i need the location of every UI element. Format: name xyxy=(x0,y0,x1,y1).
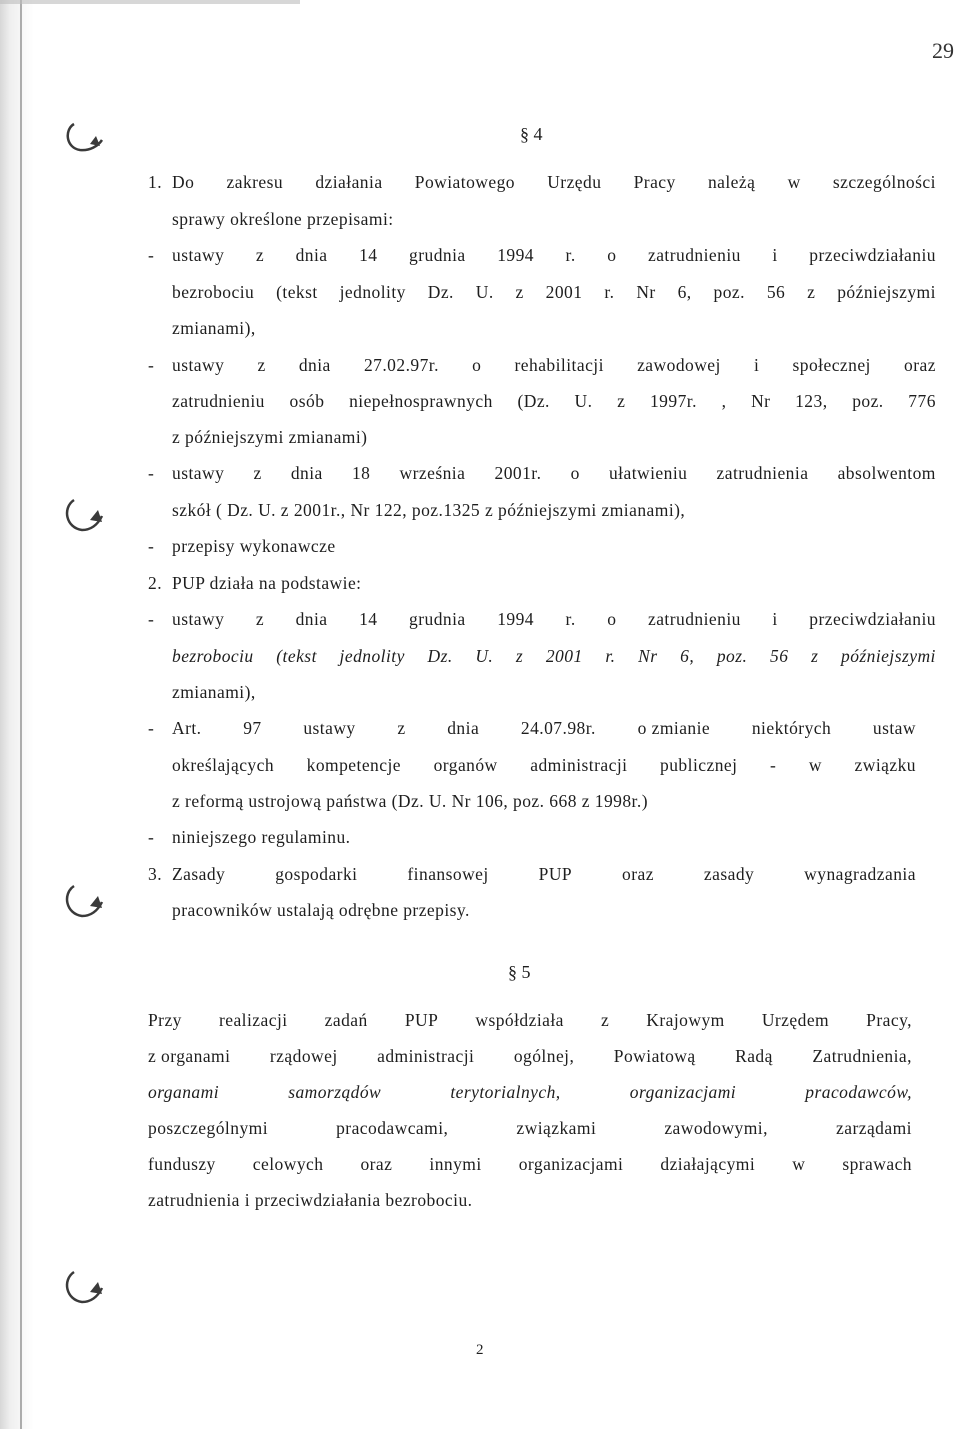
word: finansowej xyxy=(407,864,489,884)
list-dash: - xyxy=(148,355,155,375)
word: (tekst xyxy=(276,282,318,302)
word: związkami xyxy=(516,1118,597,1138)
word: 56 xyxy=(770,646,789,666)
word: zatrudnieniu xyxy=(647,245,741,265)
punch-hole-mark-icon xyxy=(60,882,108,922)
list-item-line xyxy=(172,355,936,376)
word: 776 xyxy=(908,391,936,411)
word: zasady xyxy=(703,864,755,884)
word: działającymi xyxy=(660,1154,756,1174)
word: zawodowymi, xyxy=(664,1118,768,1138)
word: bezrobociu xyxy=(172,282,255,302)
word: ustawy xyxy=(172,355,225,375)
word: społecznej xyxy=(792,355,871,375)
paragraph-line xyxy=(148,1010,912,1031)
paragraph-line: zatrudnienia i przeciwdziałania bezrobociu. xyxy=(148,1190,473,1210)
word: dnia xyxy=(298,355,331,375)
word: niepełnosprawnych xyxy=(349,391,493,411)
word: ogólnej, xyxy=(513,1046,575,1066)
word: z xyxy=(397,718,406,738)
word: zakresu xyxy=(226,172,284,192)
word: ustawy xyxy=(303,718,356,738)
word: z organami xyxy=(148,1046,231,1066)
word: 97 xyxy=(243,718,262,738)
word: z xyxy=(811,646,819,666)
word: osób xyxy=(289,391,325,411)
word: organami xyxy=(148,1082,220,1102)
word: ustawy xyxy=(172,245,225,265)
word: oraz xyxy=(360,1154,393,1174)
list-dash: - xyxy=(148,718,155,738)
word: wynagradzania xyxy=(804,864,916,884)
word: - xyxy=(770,755,777,775)
word: Nr xyxy=(638,646,658,666)
word: r. xyxy=(565,245,576,265)
list-item-line xyxy=(172,646,936,667)
word: administracji xyxy=(377,1046,475,1066)
word: grudnia xyxy=(409,245,466,265)
word: związku xyxy=(854,755,916,775)
word: Zatrudnienia, xyxy=(812,1046,912,1066)
list-item-line: z późniejszymi zmianami) xyxy=(172,427,368,447)
word: pracodawców, xyxy=(805,1082,912,1102)
word: 18 xyxy=(351,463,371,483)
word: jednolity xyxy=(339,646,405,666)
paragraph-number: 3. xyxy=(148,864,163,884)
word: organizacjami xyxy=(629,1082,737,1102)
word: zadań xyxy=(324,1010,368,1030)
word: oraz xyxy=(622,864,654,884)
list-item-line xyxy=(172,755,916,776)
word: administracji xyxy=(530,755,628,775)
word: późniejszymi xyxy=(837,282,936,302)
paragraph-number: 1. xyxy=(148,172,163,192)
word: 24.07.98r. xyxy=(520,718,596,738)
paragraph-line xyxy=(148,1118,912,1139)
word: Dz. xyxy=(427,646,453,666)
paragraph-line: PUP działa na podstawie: xyxy=(172,573,362,593)
scan-top-edge xyxy=(0,0,300,4)
paragraph-number: 2. xyxy=(148,573,163,593)
word: zatrudnienia xyxy=(716,463,809,483)
word: pracodawcami, xyxy=(336,1118,449,1138)
word: innymi xyxy=(429,1154,482,1174)
word: realizacji xyxy=(218,1010,288,1030)
word: zawodowej xyxy=(637,355,721,375)
word: dnia xyxy=(447,718,480,738)
word: kompetencje xyxy=(306,755,401,775)
list-dash: - xyxy=(148,536,155,556)
word: poszczególnymi xyxy=(148,1118,269,1138)
word: zatrudnieniu xyxy=(647,609,741,629)
list-item-line: zmianami), xyxy=(172,682,256,702)
word: PUP xyxy=(404,1010,439,1030)
word: Urzędu xyxy=(547,172,602,192)
word: dnia xyxy=(290,463,323,483)
word: 2001 xyxy=(545,646,583,666)
word: Powiatowego xyxy=(414,172,515,192)
word: współdziała xyxy=(475,1010,564,1030)
word: Art. xyxy=(172,718,202,738)
word: (tekst xyxy=(276,646,317,666)
word: bezrobociu xyxy=(172,646,254,666)
word: Nr xyxy=(636,282,656,302)
word: 1994 xyxy=(497,609,534,629)
word: o zmianie xyxy=(637,718,711,738)
word: poz. xyxy=(713,282,745,302)
word: w xyxy=(808,755,822,775)
word: 14 xyxy=(359,609,378,629)
word: funduszy xyxy=(148,1154,216,1174)
word: PUP xyxy=(538,864,573,884)
word: celowych xyxy=(252,1154,324,1174)
word: poz. xyxy=(716,646,748,666)
word: w xyxy=(787,172,801,192)
word: o xyxy=(607,609,617,629)
paragraph-line xyxy=(148,1046,912,1067)
word: 2001r. xyxy=(494,463,542,483)
word: z xyxy=(600,1010,610,1030)
binding-line xyxy=(20,0,22,1429)
list-item-line: zmianami), xyxy=(172,318,256,338)
word: ustawy xyxy=(172,609,225,629)
word: 56 xyxy=(766,282,786,302)
word: ustawy xyxy=(172,463,225,483)
word: z xyxy=(253,463,262,483)
word: szczególności xyxy=(832,172,936,192)
word: Radą xyxy=(735,1046,773,1066)
section-4-heading: § 4 xyxy=(520,124,543,144)
list-item-line xyxy=(172,609,936,630)
word: z xyxy=(257,355,266,375)
word: z xyxy=(255,245,265,265)
list-dash: - xyxy=(148,463,155,483)
binding-edge xyxy=(0,0,34,1429)
word: określających xyxy=(172,755,275,775)
word: zatrudnieniu xyxy=(172,391,265,411)
word: ustaw xyxy=(872,718,916,738)
word: r. xyxy=(605,646,616,666)
folio-number: 29 xyxy=(932,38,954,63)
list-dash: - xyxy=(148,609,155,629)
list-item-line xyxy=(172,718,916,739)
word: 14 xyxy=(359,245,378,265)
word: 2001 xyxy=(545,282,583,302)
word: 1994 xyxy=(497,245,534,265)
word: z xyxy=(255,609,265,629)
word: U. xyxy=(475,282,494,302)
punch-hole-mark-icon xyxy=(60,496,108,536)
word: sprawach xyxy=(842,1154,912,1174)
word: absolwentom xyxy=(837,463,936,483)
word: dnia xyxy=(295,609,328,629)
word: 1997r. xyxy=(649,391,697,411)
word: Dz. xyxy=(427,282,454,302)
paragraph-line xyxy=(148,1154,912,1175)
word: Pracy xyxy=(633,172,676,192)
word: organizacjami xyxy=(518,1154,624,1174)
word: grudnia xyxy=(409,609,466,629)
word: Zasady xyxy=(172,864,226,884)
paragraph-line xyxy=(172,172,936,193)
word: Nr xyxy=(751,391,771,411)
word: ułatwieniu xyxy=(608,463,688,483)
word: w xyxy=(792,1154,806,1174)
word: (Dz. xyxy=(517,391,550,411)
word: 6, xyxy=(680,646,695,666)
word: terytorialnych, xyxy=(450,1082,561,1102)
list-item-line xyxy=(172,282,936,303)
word: gospodarki xyxy=(275,864,358,884)
paragraph-line xyxy=(172,864,916,885)
word: przeciwdziałaniu xyxy=(809,245,936,265)
section-5-heading: § 5 xyxy=(508,962,531,982)
word: o xyxy=(570,463,580,483)
word: zarządami xyxy=(836,1118,912,1138)
word: Pracy, xyxy=(866,1010,912,1030)
punch-hole-mark-icon xyxy=(60,1268,108,1308)
page-number: 2 xyxy=(476,1342,484,1358)
word: r. xyxy=(565,609,576,629)
word: Urzędem xyxy=(761,1010,830,1030)
list-dash: - xyxy=(148,827,155,847)
word: późniejszymi xyxy=(841,646,936,666)
list-item-line: niniejszego regulaminu. xyxy=(172,827,351,847)
word: września xyxy=(399,463,466,483)
word: poz. xyxy=(852,391,884,411)
word: publicznej xyxy=(660,755,738,775)
list-dash: - xyxy=(148,245,155,265)
word: 27.02.97r. xyxy=(363,355,439,375)
word: r. xyxy=(604,282,615,302)
word: Przy xyxy=(148,1010,182,1030)
list-item-line: z reformą ustrojową państwa (Dz. U. Nr 106, poz. 668 z 1998r.) xyxy=(172,791,648,811)
word: z xyxy=(515,282,524,302)
word: rządowej xyxy=(269,1046,338,1066)
punch-hole-mark-icon xyxy=(60,118,108,158)
word: dnia xyxy=(295,245,328,265)
word: z xyxy=(617,391,626,411)
word: o xyxy=(607,245,617,265)
word: rehabilitacji xyxy=(514,355,604,375)
word: U. xyxy=(475,646,494,666)
list-item-line: szkół ( Dz. U. z 2001r., Nr 122, poz.1325 z późniejszymi zmianami), xyxy=(172,500,686,520)
word: należą xyxy=(707,172,756,192)
paragraph-line: sprawy określone przepisami: xyxy=(172,209,394,229)
list-item-line xyxy=(172,391,936,412)
word: U. xyxy=(574,391,593,411)
word: i xyxy=(772,609,778,629)
word: Do xyxy=(172,172,195,192)
word: z xyxy=(515,646,524,666)
word: i xyxy=(772,245,778,265)
word: , xyxy=(721,391,727,411)
paragraph-line: pracowników ustalają odrębne przepisy. xyxy=(172,900,470,920)
word: przeciwdziałaniu xyxy=(809,609,936,629)
word: działania xyxy=(315,172,383,192)
word: Powiatową xyxy=(613,1046,696,1066)
list-item-line: przepisy wykonawcze xyxy=(172,536,336,556)
word: jednolity xyxy=(339,282,406,302)
word: i xyxy=(754,355,760,375)
word: o xyxy=(472,355,482,375)
word: 123, xyxy=(795,391,828,411)
word: 6, xyxy=(677,282,692,302)
word: Krajowym xyxy=(646,1010,725,1030)
word: niektórych xyxy=(751,718,832,738)
word: samorządów xyxy=(288,1082,382,1102)
word: organów xyxy=(433,755,498,775)
paragraph-line xyxy=(148,1082,912,1103)
list-item-line xyxy=(172,463,936,484)
word: oraz xyxy=(904,355,936,375)
list-item-line xyxy=(172,245,936,266)
word: z xyxy=(807,282,816,302)
